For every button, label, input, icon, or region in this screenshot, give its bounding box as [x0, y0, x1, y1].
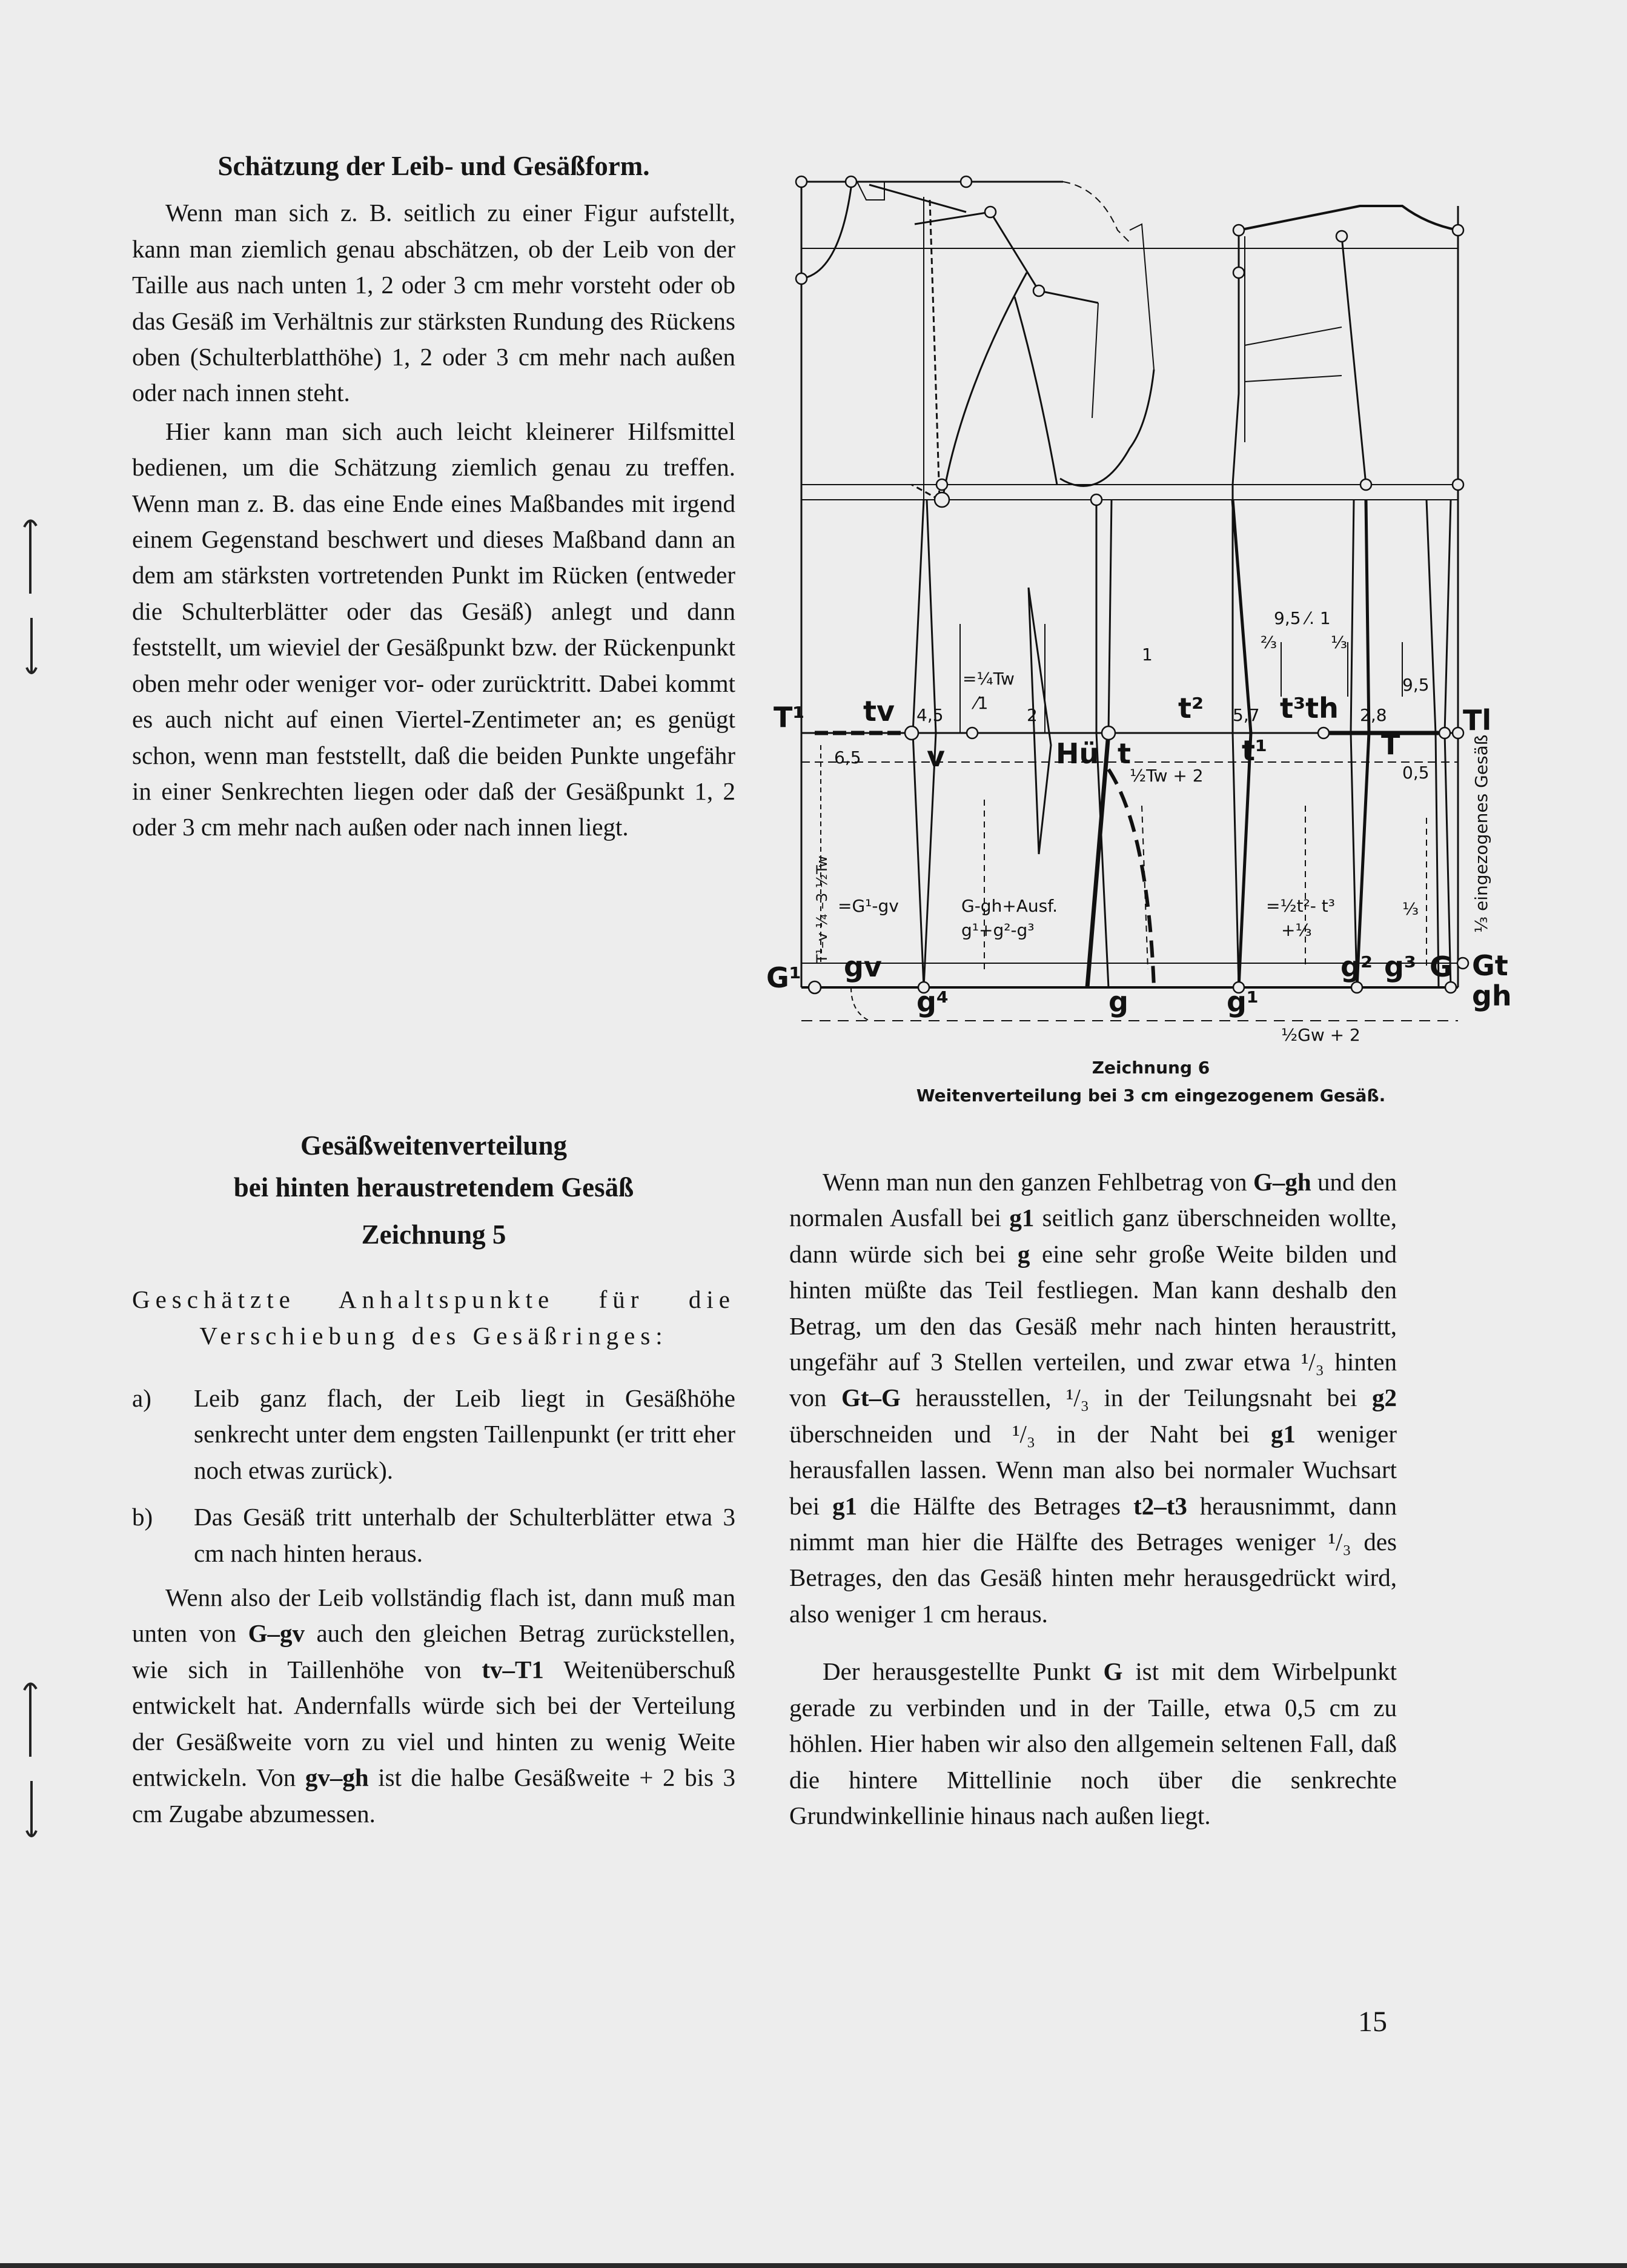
measure-6-5: 6,5: [834, 748, 861, 768]
paragraph: Wenn man sich z. B. seitlich zu einer Figur aufstellt, kann man ziemlich genau abschätzen, ob der Leib von der Taille aus nach unten 1, 2 oder 3 cm mehr vorsteht oder ob das Gesäß im Verhältnis zur stärksten Rundung des Rückens oben (Schulterblatthöhe) 1, 2 oder 3 cm mehr nach außen oder nach innen steht.: [132, 199, 735, 407]
label-t: t: [1118, 737, 1131, 770]
formula-half-tw: ¹⁄₂Tw + 2: [1130, 766, 1204, 786]
paragraph: [789, 1654, 1397, 1834]
bold-term: G–gv: [248, 1619, 305, 1648]
page-number: 15: [1358, 2006, 1387, 2038]
measure-two-thirds: ²⁄₃: [1261, 632, 1277, 652]
formula-g1-gv: =G¹-gv: [838, 896, 899, 916]
rotated-note: ¹⁄₃ eingezogenes Gesäß: [1471, 734, 1491, 933]
label-t2: t²: [1178, 692, 1204, 724]
text-run: weniger herausfallen lassen. Wenn man also bei normaler Wuchsart bei: [789, 1419, 1397, 1520]
text-run: überschneiden und ¹/₃ in der Naht bei: [789, 1419, 1271, 1448]
left-top-column: [132, 148, 735, 846]
bold-term: g1: [832, 1491, 858, 1520]
section-heading: Schätzung der Leib- und Gesäßform.: [217, 151, 650, 181]
measure-9-5: 9,5: [1402, 675, 1430, 695]
figure-caption: [787, 1054, 1514, 1110]
label-g2: g²: [1340, 950, 1373, 983]
label-Gt: Gt: [1472, 949, 1508, 982]
measure-5-7: 5,7: [1233, 705, 1260, 725]
bold-term: Gt–G: [841, 1384, 901, 1412]
measure-0-5: 0,5: [1402, 763, 1430, 783]
label-G: G: [1430, 950, 1453, 983]
paragraph: Hier kann man sich auch leicht kleinerer Hilfsmittel bedienen, um die Schätzung ziemlich genau zu treffen. Wenn man z. B. das eine Ende eines Maßbandes mit irgend einem Gegenstand beschwert und dieses Maßband dann an dem am stärksten vortretenden Punkt im Rücken (entweder die Schulterblätter oder das Gesäß) anlegt und dann feststellt, um wieviel der Gesäßpunkt bzw. der Rückenpunkt oben mehr oder weniger vor- oder zurücktritt. Dabei kommt es auch nicht auf einen Viertel-Zentimeter an; es genügt schon, wenn man feststellt, daß die beiden Punkte ungefähr in einer Senkrechten liegen oder daß der Gesäßpunkt 1, 2 oder 3 cm mehr nach außen oder nach innen liegt.: [132, 417, 735, 841]
formula-half-t: =¹⁄₂t²- t³: [1266, 896, 1335, 916]
list-item-b: [132, 1499, 735, 1571]
label-Tl: Tl: [1463, 704, 1492, 737]
bold-term: G–gh: [1253, 1168, 1311, 1196]
label-T: T: [1381, 728, 1400, 761]
label-v: v: [927, 740, 945, 773]
measure-4-5: 4,5: [916, 705, 944, 725]
formula-third: ¹⁄₃: [1402, 899, 1419, 919]
label-gv: gv: [844, 950, 882, 983]
text-run: eine sehr große Weite bilden und hinten müßte das Teil festliegen. Man kann deshalb den Betrag, um den das Gesäß mehr nach hinten heraustritt, ungefähr auf 3 Stellen verteilen, und zwar etwa ¹/₃ hinten von: [789, 1239, 1397, 1412]
text-run: ist die halbe Gesäßweite + 2 bis 3 cm Zugabe abzumessen.: [132, 1763, 735, 1828]
section-heading: Gesäßweitenverteilung: [300, 1130, 567, 1161]
label-g4: g⁴: [916, 986, 949, 1018]
text-run: die Hälfte des Betrages: [857, 1491, 1134, 1520]
label-t1: t¹: [1242, 734, 1268, 767]
scan-edge: [0, 2263, 1627, 2268]
formula-minus-1: ⁄1: [975, 693, 989, 713]
bold-term: g2: [1372, 1384, 1397, 1412]
binding-mark-bottom: [18, 1672, 42, 1848]
text-run: ist mit dem Wirbelpunkt gerade zu verbinden und in der Taille, etwa 0,5 cm zu höhlen. Hier haben wir also den allgemein seltenen Fall, daß die hintere Mittellinie noch über die senkrechte Grundwinkellinie hinaus nach außen liegt.: [789, 1657, 1397, 1829]
text-run: herausnimmt, dann nimmt man hier die Hälfte des Betrages weniger ¹/₃ des Betrages, den das Gesäß hinten mehr herausgedrückt wird, also weniger 1 cm heraus.: [789, 1491, 1397, 1628]
formula-plus-third: +¹⁄₃: [1281, 920, 1312, 940]
list-item-a: [132, 1381, 735, 1488]
bold-term: g: [1017, 1239, 1030, 1268]
paragraph: [789, 1164, 1397, 1632]
bold-term: gv–gh: [305, 1763, 369, 1792]
label-g3: g³: [1384, 950, 1417, 983]
right-column: [789, 1164, 1397, 1834]
bold-term: G: [1103, 1657, 1123, 1686]
text-run: seitlich ganz überschneiden wollte, dann würde sich bei: [789, 1204, 1397, 1268]
label-gh: gh: [1472, 980, 1512, 1012]
list-label: a): [132, 1384, 151, 1413]
formula-half-gw: ¹⁄₂Gw + 2: [1281, 1025, 1360, 1045]
figure-caption-title: Zeichnung 6: [1092, 1058, 1210, 1078]
measure-one-third: ¹⁄₃: [1331, 632, 1348, 652]
bold-term: tv–T1: [482, 1655, 544, 1683]
formula-g1-g2-g3: g¹+g²-g³: [961, 920, 1035, 940]
left-bottom-column: [132, 1128, 735, 1832]
label-t3th: t³th: [1280, 692, 1339, 724]
binding-mark-top: [18, 509, 42, 685]
label-Hu: Hü: [1056, 737, 1099, 770]
measure-2-8: 2,8: [1360, 705, 1387, 725]
text-run: herausstellen, ¹/₃ in der Teilungsnaht bei: [900, 1384, 1372, 1412]
text-run: Weitenüberschuß entwickelt hat. Andernfalls würde sich bei der Verteilung der Gesäßweite vorn zu viel und hinten zu wenig Weite entwickeln. Von: [132, 1655, 735, 1792]
formula-quarter-tw: =¹⁄₄Tw: [963, 669, 1015, 689]
measure-2: 2: [1027, 705, 1038, 725]
label-tv: tv: [863, 695, 895, 728]
text-run: Wenn man nun den ganzen Fehlbetrag von: [823, 1168, 1253, 1196]
pattern-drawing: [760, 164, 1529, 1054]
text-run: Wenn also der Leib vollständig flach ist, dann muß man unten von: [132, 1583, 735, 1648]
measure-1: 1: [1142, 645, 1153, 665]
measure-9-5-minus-1: 9,5 ⁄. 1: [1274, 608, 1331, 628]
text-run: und den normalen Ausfall bei: [789, 1168, 1397, 1232]
list-text: Das Gesäß tritt unterhalb der Schulterblätter etwa 3 cm nach hinten heraus.: [194, 1503, 735, 1567]
section-subheading: bei hinten heraustretendem Gesäß: [233, 1172, 634, 1203]
text-run: Der herausgestellte Punkt: [823, 1657, 1104, 1686]
label-G1: G¹: [766, 961, 801, 994]
label-g: g: [1108, 986, 1128, 1018]
formula-g-gh: G-gh+Ausf.: [961, 896, 1058, 916]
rotated-formula: T¹–v ¹⁄₄ –3 ¹⁄₂Tw: [814, 855, 830, 963]
bold-term: g1: [1009, 1204, 1035, 1232]
bold-term: g1: [1270, 1419, 1296, 1448]
label-g1: g¹: [1227, 986, 1259, 1018]
spaced-paragraph: Geschätzte Anhaltspunkte für die Verschiebung des Gesäßringes:: [132, 1285, 735, 1350]
figure-caption-text: Weitenverteilung bei 3 cm eingezogenem Gesäß.: [916, 1086, 1386, 1106]
paragraph: [132, 1580, 735, 1832]
label-T1: T¹: [774, 701, 805, 734]
figure-reference-heading: Zeichnung 5: [361, 1219, 506, 1250]
list-label: b): [132, 1503, 153, 1531]
list-text: Leib ganz flach, der Leib liegt in Gesäßhöhe senkrecht unter dem engsten Taillenpunkt (er tritt eher noch etwas zurück).: [194, 1384, 735, 1484]
bold-term: t2–t3: [1133, 1491, 1187, 1520]
text-run: auch den gleichen Betrag zurückstellen, wie sich in Taillenhöhe von: [132, 1619, 735, 1683]
